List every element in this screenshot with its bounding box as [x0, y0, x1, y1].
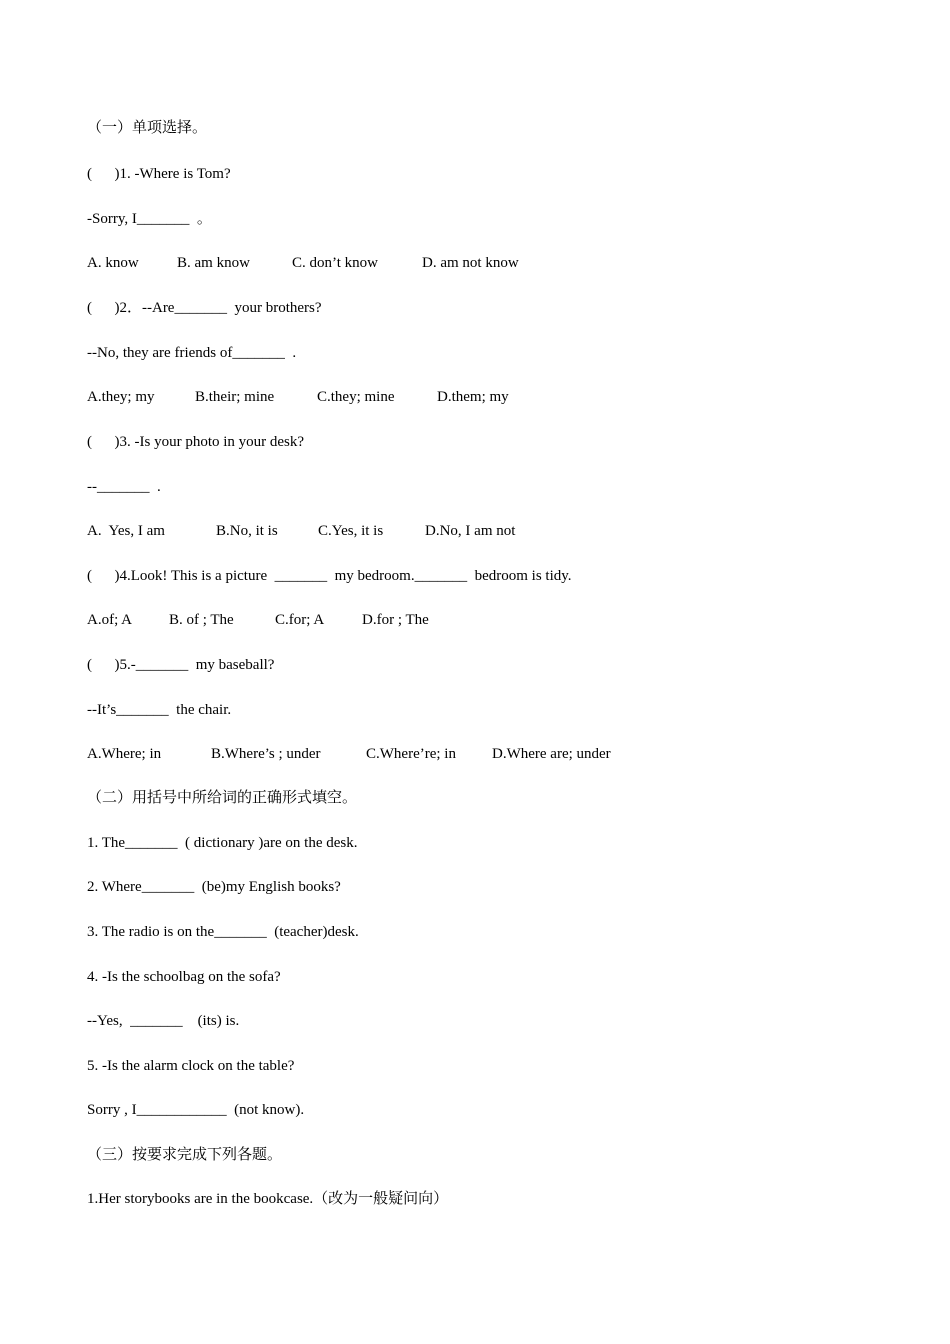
q1-option-a: A. know — [87, 255, 139, 271]
q3-option-d: D.No, I am not — [425, 523, 516, 539]
q4-option-c: C.for; A — [275, 612, 325, 628]
q2-reply: --No, they are friends of_______ . — [87, 345, 297, 361]
fill-line-3: 3. The radio is on the_______ (teacher)desk. — [87, 924, 359, 940]
q2-option-b: B.their; mine — [195, 389, 275, 405]
q5-option-d: D.Where are; under — [492, 746, 611, 762]
q3-reply: --_______ . — [87, 479, 161, 495]
q2-option-a: A.they; my — [87, 389, 155, 405]
fill-line-5: --Yes, _______ (its) is. — [87, 1013, 240, 1029]
fill-line-6: 5. -Is the alarm clock on the table? — [87, 1058, 295, 1074]
section-1-title: （一）单项选择。 — [87, 120, 208, 136]
q1-option-c: C. don’t know — [292, 255, 378, 271]
fill-line-1: 1. The_______ ( dictionary )are on the desk. — [87, 835, 358, 851]
q5-reply: --It’s_______ the chair. — [87, 702, 232, 718]
q4-option-a: A.of; A — [87, 612, 132, 628]
q4-option-b: B. of ; The — [169, 612, 234, 628]
fill-line-7: Sorry , I____________ (not know). — [87, 1102, 305, 1118]
q4-option-d: D.for ; The — [362, 612, 429, 628]
q5-option-a: A.Where; in — [87, 746, 162, 762]
transform-line-1: 1.Her storybooks are in the bookcase.（改为一般疑问向） — [87, 1191, 449, 1207]
q2-stem: ( )2．--Are_______ your brothers? — [87, 300, 322, 316]
q5-stem: ( )5.-_______ my baseball? — [87, 657, 275, 673]
q4-stem: ( )4.Look! This is a picture _______ my bedroom._______ bedroom is tidy. — [87, 568, 572, 584]
section-3-title: （三）按要求完成下列各题。 — [87, 1147, 283, 1163]
section-2-title: （二）用括号中所给词的正确形式填空。 — [87, 790, 358, 806]
q1-option-d: D. am not know — [422, 255, 519, 271]
q3-option-b: B.No, it is — [216, 523, 278, 539]
q5-option-b: B.Where’s ; under — [211, 746, 321, 762]
q1-option-b: B. am know — [177, 255, 250, 271]
q3-option-a: A. Yes, I am — [87, 523, 165, 539]
q5-option-c: C.Where’re; in — [366, 746, 456, 762]
q3-option-c: C.Yes, it is — [318, 523, 384, 539]
q1-stem: ( )1. -Where is Tom? — [87, 166, 231, 182]
q1-reply: -Sorry, I_______ 。 — [87, 211, 212, 227]
q2-option-d: D.them; my — [437, 389, 509, 405]
fill-line-4: 4. -Is the schoolbag on the sofa? — [87, 969, 281, 985]
q2-option-c: C.they; mine — [317, 389, 395, 405]
q3-stem: ( )3. -Is your photo in your desk? — [87, 434, 305, 450]
fill-line-2: 2. Where_______ (be)my English books? — [87, 879, 341, 895]
